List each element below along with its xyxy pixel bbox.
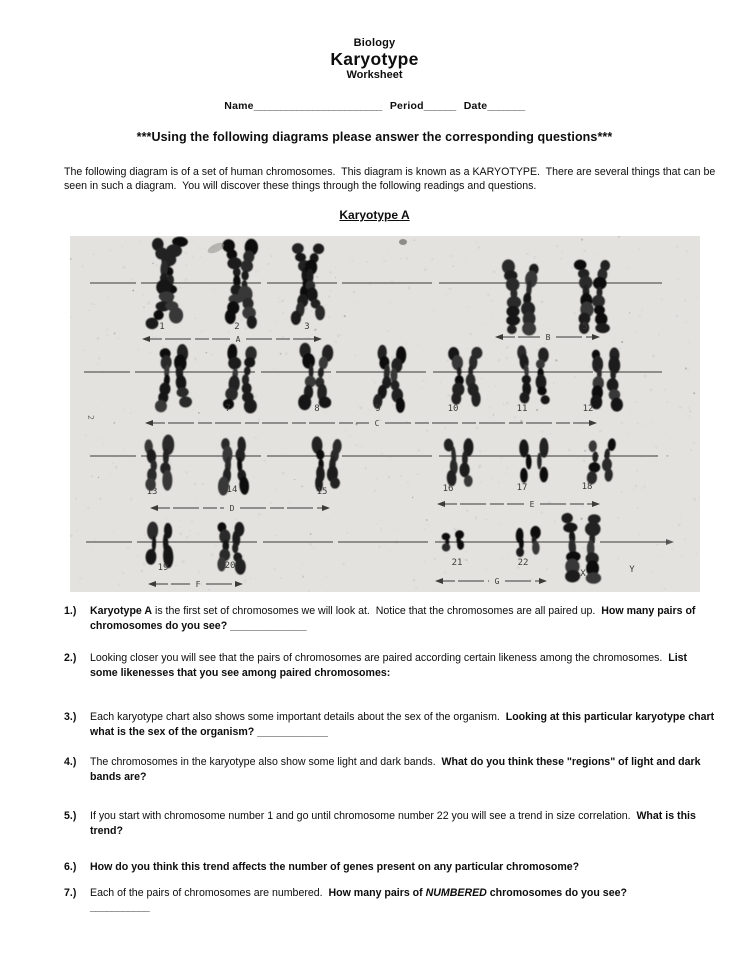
text-segment: What do you think these "regions" of light and dark bands are? [90, 756, 704, 783]
text-segment: KARYOTYPE [472, 166, 538, 178]
period-blank: ______ [423, 100, 456, 112]
instruction-banner: ***Using the following diagrams please answer the corresponding questions*** [136, 130, 613, 144]
page-subtitle: Worksheet [346, 69, 403, 81]
svg-text:C: C [374, 419, 380, 428]
date-blank: _______ [487, 100, 525, 112]
text-segment: Karyotype A [90, 605, 153, 617]
svg-text:19: 19 [157, 563, 169, 573]
text-segment: Each karyotype chart also shows some important details about the sex of the organism. [90, 711, 506, 723]
text-segment: Each of the pairs of chromosomes are numbered. [90, 887, 329, 899]
text-segment: . There are several things that can be seen in such a diagram. You will discover these things through the following [64, 166, 719, 192]
svg-text:11: 11 [516, 404, 528, 414]
text-segment: Looking closer you will see that the pairs of chromosomes are paired according certain likeness among the chromosomes. [90, 652, 669, 664]
svg-text:22: 22 [517, 558, 529, 568]
question-number: 4.) [64, 756, 77, 768]
question-number: 3.) [64, 711, 77, 723]
course-title: Biology [353, 37, 396, 49]
text-segment: The chromosomes in the karyotype also show some light and dark bands. [90, 756, 442, 768]
question-number: 6.) [64, 861, 77, 873]
question-text [90, 710, 716, 739]
name-period-date-line [0, 100, 749, 112]
svg-text:18: 18 [581, 482, 593, 492]
svg-text:F: F [195, 580, 201, 589]
text-segment: List some likenesses that you see among paired chromosomes: [90, 652, 691, 679]
intro-paragraph [64, 165, 719, 193]
text-segment: What is this trend? [90, 810, 699, 837]
svg-text:2: 2 [86, 415, 95, 420]
svg-text:5: 5 [582, 322, 588, 332]
text-segment: If you start with chromosome number 1 and go until chromosome number 22 you will see a trend in size correlation. [90, 810, 637, 822]
svg-text:8: 8 [314, 404, 320, 414]
question-text [90, 809, 716, 838]
text-segment: questions [488, 180, 534, 192]
svg-text:A: A [235, 335, 241, 344]
question-4 [64, 755, 716, 784]
svg-text:21: 21 [451, 558, 463, 568]
svg-text:13: 13 [146, 487, 158, 497]
question-number: 2.) [64, 652, 77, 664]
svg-text:D: D [229, 504, 235, 513]
text-segment: How many pairs of chromosomes do you see? [90, 605, 699, 632]
text-segment: The following diagram is of a set of human chromosomes. This diagram is known as a [64, 166, 473, 178]
svg-text:20: 20 [224, 561, 236, 571]
text-segment: is the first set of chromosomes we will look at. Notice that the chromosomes are all paired up. [152, 605, 602, 617]
question-number: 7.) [64, 887, 77, 899]
question-7 [64, 886, 716, 901]
svg-text:X: X [580, 569, 586, 579]
question-text [90, 651, 716, 680]
svg-text:12: 12 [582, 404, 594, 414]
name-label: Name [224, 100, 254, 112]
svg-text:B: B [545, 333, 551, 342]
karyotype-image [70, 236, 700, 592]
question-text [90, 755, 716, 784]
text-segment: How many pairs of [328, 887, 426, 899]
page-title: Karyotype [330, 49, 419, 69]
svg-text:1: 1 [159, 322, 165, 332]
text-segment: and [464, 180, 489, 192]
text-segment: How do you think this trend affects the number of genes present on any particular chromosome? [90, 861, 580, 873]
text-segment: readings [423, 180, 465, 192]
question-7-answer-blank: ___________ [90, 901, 150, 913]
text-segment: Looking at this particular karyotype chart what is the sex of the organism? [90, 711, 718, 738]
question-text [90, 604, 716, 633]
svg-text:9: 9 [375, 404, 381, 414]
text-segment: chromosomes do you see? [486, 887, 627, 899]
karyotype-figure [70, 236, 700, 592]
question-number: 1.) [64, 605, 77, 617]
text-segment: _____________ [230, 619, 307, 632]
text-segment: ____________ [257, 725, 328, 738]
svg-text:17: 17 [516, 483, 528, 493]
svg-text:E: E [529, 500, 535, 509]
question-text [90, 886, 716, 901]
svg-text:10: 10 [447, 404, 459, 414]
question-number: 5.) [64, 810, 77, 822]
svg-text:4: 4 [522, 322, 528, 332]
name-blank: ________________________ [253, 100, 382, 112]
question-6 [64, 860, 716, 875]
question-2 [64, 651, 716, 680]
svg-text:16: 16 [442, 484, 454, 494]
svg-text:15: 15 [316, 487, 328, 497]
question-text [90, 860, 716, 875]
svg-text:14: 14 [226, 485, 238, 495]
figure-caption: Karyotype A [339, 208, 410, 222]
text-segment: . [533, 180, 537, 192]
svg-text:G: G [494, 577, 500, 586]
period-label: Period [389, 100, 424, 112]
text-segment: NUMBERED [425, 887, 487, 899]
svg-text:6: 6 [159, 404, 165, 414]
svg-text:3: 3 [304, 322, 310, 332]
date-label: Date [463, 100, 488, 112]
question-1 [64, 604, 716, 633]
svg-text:2: 2 [234, 322, 240, 332]
question-5 [64, 809, 716, 838]
question-3 [64, 710, 716, 739]
svg-text:7: 7 [225, 404, 231, 414]
svg-text:Y: Y [629, 565, 635, 575]
